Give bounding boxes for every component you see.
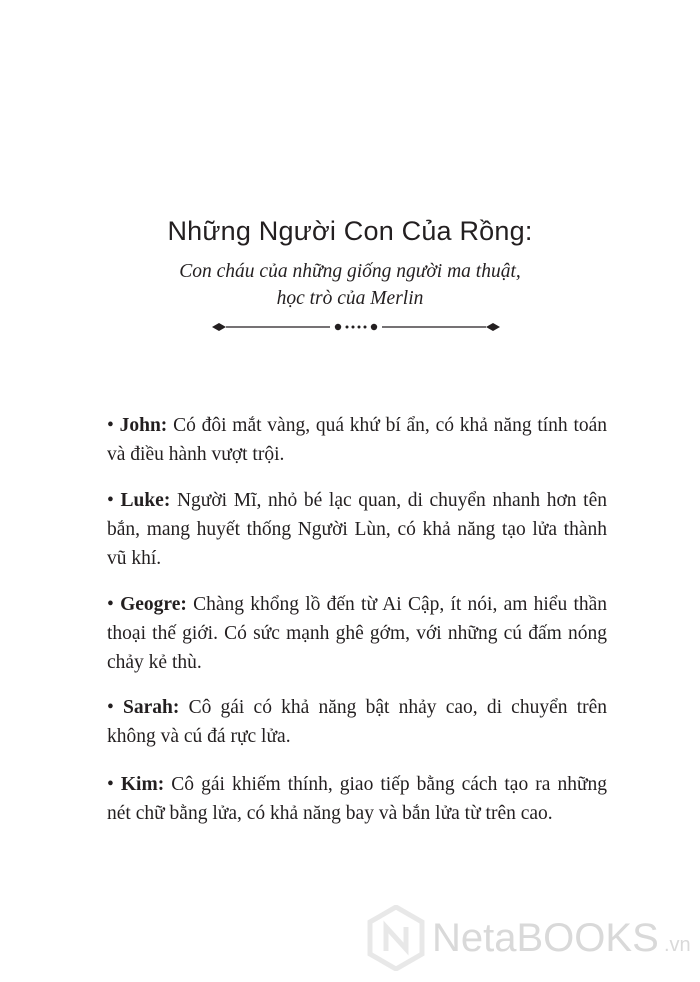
subtitle-line-1: Con cháu của những giống người ma thuật, [179, 261, 521, 282]
ornament-divider [212, 318, 500, 336]
character-name: John: [119, 415, 168, 436]
page-title: Những Người Con Của Rồng: [167, 216, 533, 246]
netabooks-watermark [364, 905, 694, 971]
character-entry-kim: • Kim: Cô gái khiếm thính, giao tiếp bằng cách tạo ra những nét chữ bằng lửa, có khả năng bay và bắn lửa từ trên cao. [107, 774, 608, 824]
character-name: Luke: [120, 490, 171, 511]
character-name: Sarah: [123, 697, 180, 718]
character-entry-luke: • Luke: Người Mĩ, nhỏ bé lạc quan, di chuyển nhanh hơn tên bắn, mang huyết thống Người Lùn, có khả năng tạo lửa thành vũ khí. [107, 490, 608, 569]
character-entry-sarah: • Sarah: Cô gái có khả năng bật nhảy cao, di chuyển trên không và cú đá rực lửa. [107, 697, 608, 747]
character-name: Kim: [120, 774, 165, 795]
character-entry-geogre: • Geogre: Chàng khổng lồ đến từ Ai Cập, ít nói, am hiểu thần thoại thế giới. Có sức mạnh ghê gớm, với những cú đấm nóng chảy kẻ thù. [107, 594, 608, 673]
character-entry-john: • John: Có đôi mắt vàng, quá khứ bí ẩn, có khả năng tính toán và điều hành vượt trội. [107, 415, 608, 465]
svg-text:NetaBOOKS: NetaBOOKS [432, 916, 659, 960]
character-name: Geogre: [120, 594, 187, 615]
subtitle-line-2: học trò của Merlin [276, 288, 424, 309]
svg-text:.vn: .vn [664, 934, 691, 956]
netabooks-logo-icon [370, 907, 422, 969]
